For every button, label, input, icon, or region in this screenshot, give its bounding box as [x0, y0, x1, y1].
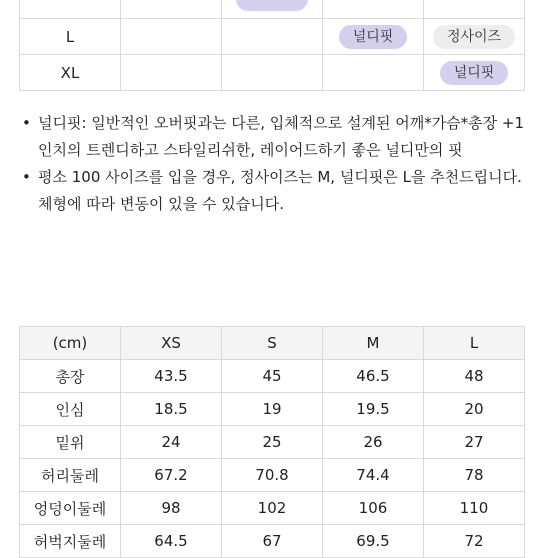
table-header-row: [20, 327, 525, 360]
table-cell: [121, 0, 222, 19]
header-size: S: [222, 327, 323, 360]
table-cell: 45: [222, 360, 323, 393]
table-cell: 26: [323, 426, 424, 459]
list-item: [22, 110, 525, 164]
table-cell: 19.5: [323, 393, 424, 426]
table-cell: 74.4: [323, 459, 424, 492]
table-cell: 19: [222, 393, 323, 426]
size-label: XL: [20, 55, 121, 91]
note-line: 체형에 따라 변동이 있을 수 있습니다.: [38, 195, 284, 213]
size-label: L: [20, 19, 121, 55]
fit-badge-nerdy: 널디핏: [440, 61, 509, 85]
fit-badge: [236, 0, 308, 11]
header-size: M: [323, 327, 424, 360]
table-row: [20, 426, 525, 459]
table-cell: [424, 55, 525, 91]
table-row: [20, 459, 525, 492]
table-cell: [121, 55, 222, 91]
fit-badge-regular: 정사이즈: [433, 25, 515, 49]
table-cell: 72: [424, 525, 525, 558]
table-cell: [323, 0, 424, 19]
table-cell: 48: [424, 360, 525, 393]
table-cell: [222, 19, 323, 55]
note-line: 널디핏: 일반적인 오버핏과는 다른, 입체적으로 설계된 어깨*가슴*총장 +1: [38, 114, 525, 132]
table-cell: 102: [222, 492, 323, 525]
header-unit: (cm): [20, 327, 121, 360]
row-label: 인심: [20, 393, 121, 426]
header-size: L: [424, 327, 525, 360]
size-chart-table: [19, 326, 525, 558]
table-cell: [20, 0, 121, 19]
table-cell: [424, 19, 525, 55]
fit-notes-list: [22, 110, 525, 218]
table-cell: 27: [424, 426, 525, 459]
table-cell: 98: [121, 492, 222, 525]
table-cell: 106: [323, 492, 424, 525]
table-cell: 110: [424, 492, 525, 525]
note-line: 인치의 트렌디하고 스타일리쉬한, 레이어드하기 좋은 널디만의 핏: [38, 141, 463, 159]
table-cell: [323, 19, 424, 55]
table-cell: 78: [424, 459, 525, 492]
table-cell: 25: [222, 426, 323, 459]
table-row: [20, 0, 525, 19]
row-label: 허벅지둘레: [20, 525, 121, 558]
table-cell: 20: [424, 393, 525, 426]
table-cell: [222, 0, 323, 19]
row-label: 총장: [20, 360, 121, 393]
row-label: 엉덩이둘레: [20, 492, 121, 525]
table-cell: 69.5: [323, 525, 424, 558]
note-line: 평소 100 사이즈를 입을 경우, 정사이즈는 M, 널디핏은 L을 추천드립니다.: [38, 168, 522, 186]
fit-badge-nerdy: 널디핏: [339, 25, 408, 49]
row-label: 밑위: [20, 426, 121, 459]
table-cell: 46.5: [323, 360, 424, 393]
table-row: [20, 393, 525, 426]
table-cell: 64.5: [121, 525, 222, 558]
table-row: [20, 360, 525, 393]
bullet-icon: •: [22, 114, 31, 132]
fit-recommendation-table: [19, 0, 525, 91]
table-cell: 43.5: [121, 360, 222, 393]
table-cell: 70.8: [222, 459, 323, 492]
table-row: [20, 55, 525, 91]
table-row: [20, 525, 525, 558]
table-row: [20, 19, 525, 55]
table-cell: 24: [121, 426, 222, 459]
table-cell: [222, 55, 323, 91]
table-cell: 18.5: [121, 393, 222, 426]
list-item: [22, 164, 522, 218]
table-cell: 67.2: [121, 459, 222, 492]
table-row: [20, 492, 525, 525]
header-size: XS: [121, 327, 222, 360]
table-cell: [424, 0, 525, 19]
bullet-icon: •: [22, 168, 31, 186]
table-cell: [121, 19, 222, 55]
table-cell: 67: [222, 525, 323, 558]
row-label: 허리둘레: [20, 459, 121, 492]
table-cell: [323, 55, 424, 91]
